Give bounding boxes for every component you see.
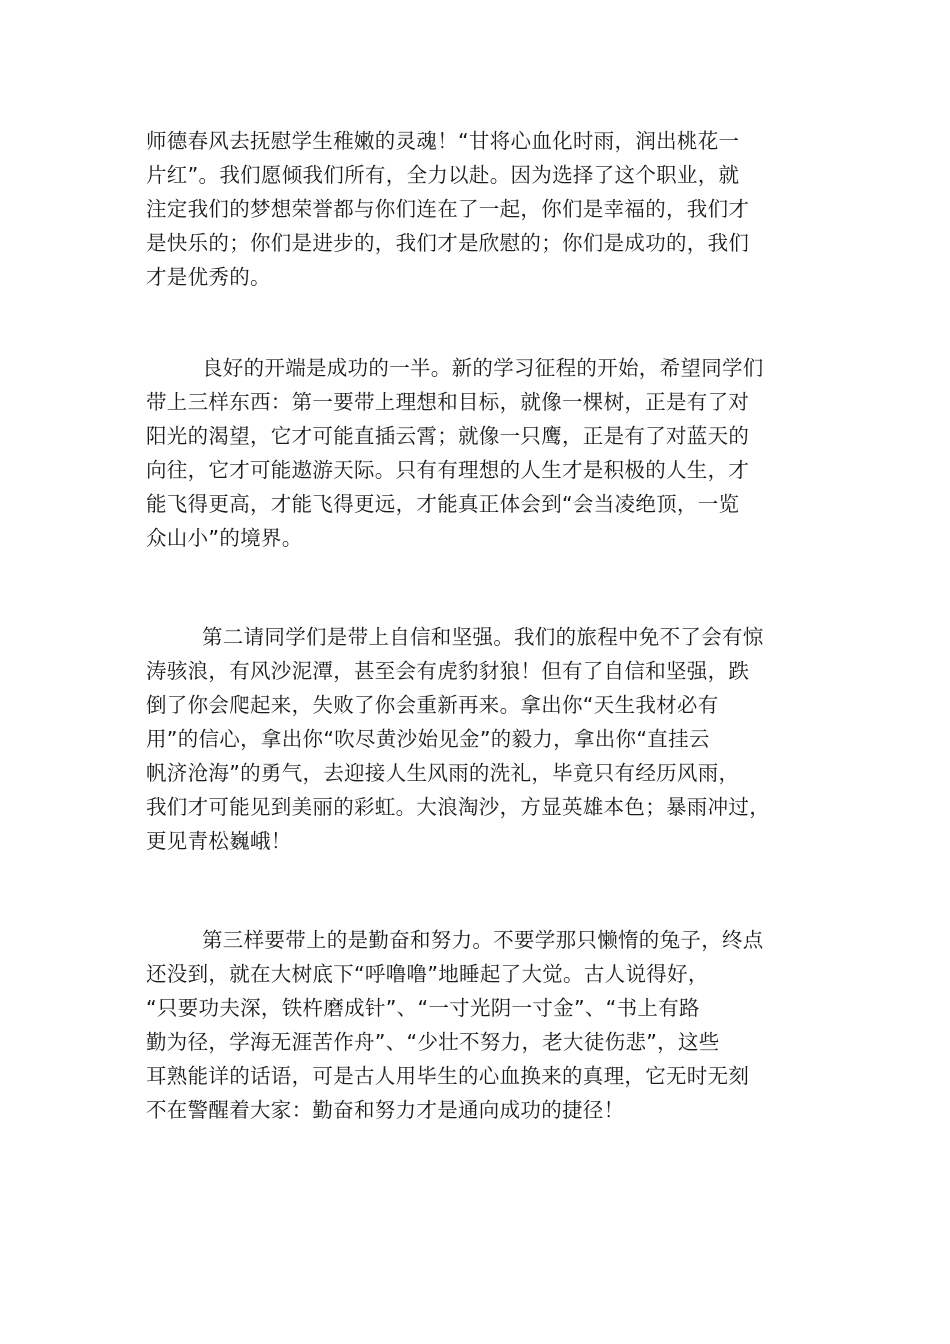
paragraph-line: 师德春风去抚慰学生稚嫩的灵魂！“甘将心血化时雨，润出桃花一 — [146, 129, 740, 153]
paragraph-line: 众山小”的境界。 — [146, 526, 303, 550]
paragraph-4 — [146, 923, 816, 1127]
paragraph-line: 勤为径，学海无涯苦作舟”、“少壮不努力，老大徒伤悲”，这些 — [146, 1030, 720, 1054]
paragraph-line: 能飞得更高，才能飞得更远，才能真正体会到“会当凌绝顶，一览 — [146, 492, 740, 516]
paragraph-line: 我们才可能见到美丽的彩虹。大浪淘沙，方显英雄本色；暴雨冲过， — [146, 795, 770, 819]
paragraph-line: 阳光的渴望，它才可能直插云霄；就像一只鹰，正是有了对蓝天的 — [146, 424, 750, 448]
paragraph-line: 带上三样东西：第一要带上理想和目标，就像一棵树，正是有了对 — [146, 390, 750, 414]
paragraph-line: 用”的信心，拿出你“吹尽黄沙始见金”的毅力，拿出你“直挂云 — [146, 727, 710, 751]
paragraph-line: 向往，它才可能遨游天际。只有有理想的人生才是积极的人生，才 — [146, 458, 750, 482]
paragraph-line: 良好的开端是成功的一半。新的学习征程的开始，希望同学们 — [202, 356, 764, 380]
paragraph-line: 更见青松巍峨！ — [146, 829, 292, 853]
paragraph-line: 还没到，就在大树底下“呼噜噜”地睡起了大觉。古人说得好， — [146, 962, 709, 986]
paragraph-line: 注定我们的梦想荣誉都与你们连在了一起，你们是幸福的，我们才 — [146, 197, 750, 221]
paragraph-1 — [146, 124, 816, 294]
paragraph-line: 第二请同学们是带上自信和坚强。我们的旅程中免不了会有惊 — [202, 625, 764, 649]
paragraph-line: 帆济沧海”的勇气，去迎接人生风雨的洗礼，毕竟只有经历风雨， — [146, 761, 740, 785]
paragraph-line: 不在警醒着大家：勤奋和努力才是通向成功的捷径！ — [146, 1098, 625, 1122]
paragraph-line: 才是优秀的。 — [146, 265, 271, 289]
paragraph-line: 片红”。我们愿倾我们所有，全力以赴。因为选择了这个职业，就 — [146, 163, 740, 187]
paragraph-3 — [146, 620, 816, 858]
paragraph-line: 涛骇浪，有风沙泥潭，甚至会有虎豹豺狼！但有了自信和坚强，跌 — [146, 659, 750, 683]
paragraph-line: 耳熟能详的话语，可是古人用毕生的心血换来的真理，它无时无刻 — [146, 1064, 750, 1088]
paragraph-line: 是快乐的；你们是进步的，我们才是欣慰的；你们是成功的，我们 — [146, 231, 750, 255]
paragraph-2 — [146, 351, 816, 555]
paragraph-line: 倒了你会爬起来，失败了你会重新再来。拿出你“天生我材必有 — [146, 693, 719, 717]
paragraph-line: “只要功夫深，铁杵磨成针”、“一寸光阴一寸金”、“书上有路 — [146, 996, 700, 1020]
paragraph-line: 第三样要带上的是勤奋和努力。不要学那只懒惰的兔子，终点 — [202, 928, 764, 952]
